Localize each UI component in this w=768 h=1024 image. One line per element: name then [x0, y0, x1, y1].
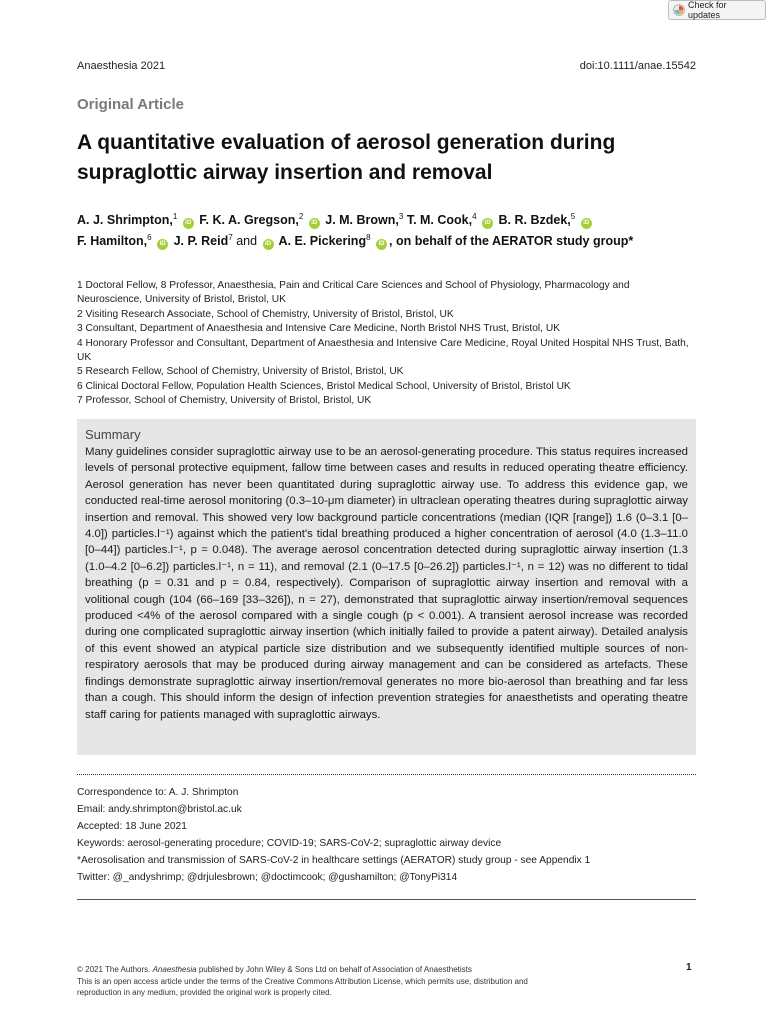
author-name: J. M. Brown, [325, 213, 399, 228]
authors-and: and [236, 234, 258, 249]
author-list [77, 208, 657, 250]
affiliations [77, 279, 697, 409]
correspondence-block [77, 784, 696, 886]
correspondence-to: Correspondence to: A. J. Shrimpton [77, 787, 239, 798]
affiliation: 5 Research Fellow, School of Chemistry, University of Bristol, Bristol, UK [77, 366, 404, 378]
study-group: , on behalf of the AERATOR study group* [389, 234, 634, 249]
orcid-icon[interactable]: iD [309, 218, 320, 229]
journal-year: Anaesthesia 2021 [77, 60, 166, 72]
running-header [77, 60, 696, 72]
copyright-footer [77, 964, 547, 999]
author-name: F. K. A. Gregson, [199, 213, 299, 228]
author-affiliation-ref: 6 [147, 233, 152, 243]
author-name: T. M. Cook, [406, 213, 473, 228]
author-affiliation-ref: 4 [472, 212, 477, 221]
affiliation: 1 Doctoral Fellow, 8 Professor, Anaesthesia, Pain and Critical Care Sciences and School of Physiology, Pharmacology and Neuroscience, University of Bristol, Bristol, UK [77, 280, 630, 306]
orcid-icon[interactable]: iD [263, 239, 274, 250]
author-affiliation-ref: 8 [366, 233, 371, 243]
author-name: B. R. Bzdek, [498, 213, 571, 228]
author-affiliation-ref: 7 [228, 233, 233, 243]
affiliation: 6 Clinical Doctoral Fellow, Population Health Sciences, Bristol Medical School, University of Bristol, Bristol UK [77, 380, 571, 392]
author-affiliation-ref: 1 [172, 212, 178, 221]
page-number: 1 [686, 962, 692, 973]
author-affiliation-ref: 2 [298, 212, 304, 221]
orcid-icon[interactable]: iD [482, 218, 493, 229]
author-name: A. E. Pickering [278, 234, 367, 249]
journal-name: Anaesthesia [152, 965, 197, 974]
twitter-handles: Twitter: @_andyshrimp; @drjulesbrown; @doctimcook; @gushamilton; @TonyPi314 [77, 872, 458, 883]
license-text: This is an open access article under the terms of the Creative Commons Attribution License, which permits use, distribution and reproduction in any medium, provided the original work is properly cited. [77, 976, 528, 997]
solid-divider [77, 899, 696, 900]
author-affiliation-ref: 5 [570, 212, 576, 221]
author-affiliation-ref: 3 [398, 212, 404, 221]
copyright-suffix: published by John Wiley & Sons Ltd on behalf of Association of Anaesthetists [196, 965, 472, 974]
affiliation: 4 Honorary Professor and Consultant, Department of Anaesthesia and Intensive Care Medicine, Royal United Hospital NHS Trust, Bath, UK [77, 337, 689, 364]
orcid-icon[interactable]: iD [581, 218, 592, 229]
affiliation: 7 Professor, School of Chemistry, University of Bristol, Bristol, UK [77, 395, 372, 407]
author-name: F. Hamilton, [77, 234, 148, 249]
study-group-note: *Aerosolisation and transmission of SARS-CoV-2 in healthcare settings (AERATOR) study group - see Appendix 1 [77, 855, 591, 866]
author-name: J. P. Reid [173, 234, 229, 249]
summary-text: Many guidelines consider supraglottic airway use to be an aerosol-generating procedure. This status requires increased levels of personal protective equipment, fallow time between cases and results in reduced operating theatre efficiency. Aerosol generation has never been quantitated during supraglottic airway use. To address this evidence gap, we conducted real-time aerosol monitoring (0.3–10-μm diameter) in ultraclean operating theatres during supraglottic airway insertion and removal. This showed very low background particle concentrations (median (IQR [range]) 1.6 (0–3.1 [0–4.0]) particles.l⁻¹) against which the patient's tidal breathing produced a higher concentration of aerosol (4.0 (1.3–11.0 [0–44]) particles.l⁻¹, p = 0.048). The average aerosol concentration detected during supraglottic airway insertion (1.3 (1.0–4.2 [0–6.2]) particles.l⁻¹, n = 11), and removal (2.1 (0–17.5 [0–26.2]) particles.l⁻¹, n = 12) was no different to tidal breathing (p = 0.31 and p = 0.84, respectively). Comparison of supraglottic airway insertion and removal with a volitional cough (104 (66–169 [33–326]), n = 27), demonstrated that supraglottic airway insertion/removal sequences produced <4% of the aerosol compared with a single cough (p < 0.001). A transient aerosol increase was recorded during one complicated supraglottic airway insertion (which initially failed to provide a patent airway). Detailed analysis of this event showed an atypical particle size distribution and we subsequently identified multiple sources of non-respiratory aerosols that may be produced during airway management and can be considered as artefacts. These findings demonstrate supraglottic airway insertion/removal generates no more bio-aerosol than breathing and far less than a cough. This should inform the design of infection prevention strategies for anaesthetists and operating theatre staff caring for patients managed with supraglottic airways. [85, 446, 688, 721]
keywords: Keywords: aerosol-generating procedure; COVID-19; SARS-CoV-2; supraglottic airway device [77, 838, 502, 849]
article-title: A quantitative evaluation of aerosol generation during supraglottic airway insertion and removal [77, 131, 616, 184]
correspondence-email[interactable]: Email: andy.shrimpton@bristol.ac.uk [77, 804, 242, 815]
copyright-prefix: © 2021 The Authors. [77, 965, 153, 974]
dotted-divider [77, 774, 696, 775]
summary-box [77, 419, 696, 755]
accepted-date: Accepted: 18 June 2021 [77, 821, 187, 832]
article-type: Original Article [77, 96, 184, 113]
affiliation: 2 Visiting Research Associate, School of Chemistry, University of Bristol, Bristol, UK [77, 308, 454, 320]
check-for-updates-label: Check for updates [688, 0, 727, 20]
orcid-icon[interactable]: iD [376, 239, 387, 250]
crossmark-icon [673, 4, 685, 16]
doi[interactable]: doi:10.1111/anae.15542 [579, 60, 696, 72]
orcid-icon[interactable]: iD [183, 218, 194, 229]
summary-heading: Summary [85, 427, 141, 442]
orcid-icon[interactable]: iD [157, 239, 168, 250]
author-name: A. J. Shrimpton, [77, 213, 173, 228]
copyright-line [77, 964, 547, 976]
affiliation: 3 Consultant, Department of Anaesthesia and Intensive Care Medicine, North Bristol NHS Trust, Bristol, UK [77, 323, 560, 335]
check-for-updates-button[interactable] [668, 0, 766, 20]
